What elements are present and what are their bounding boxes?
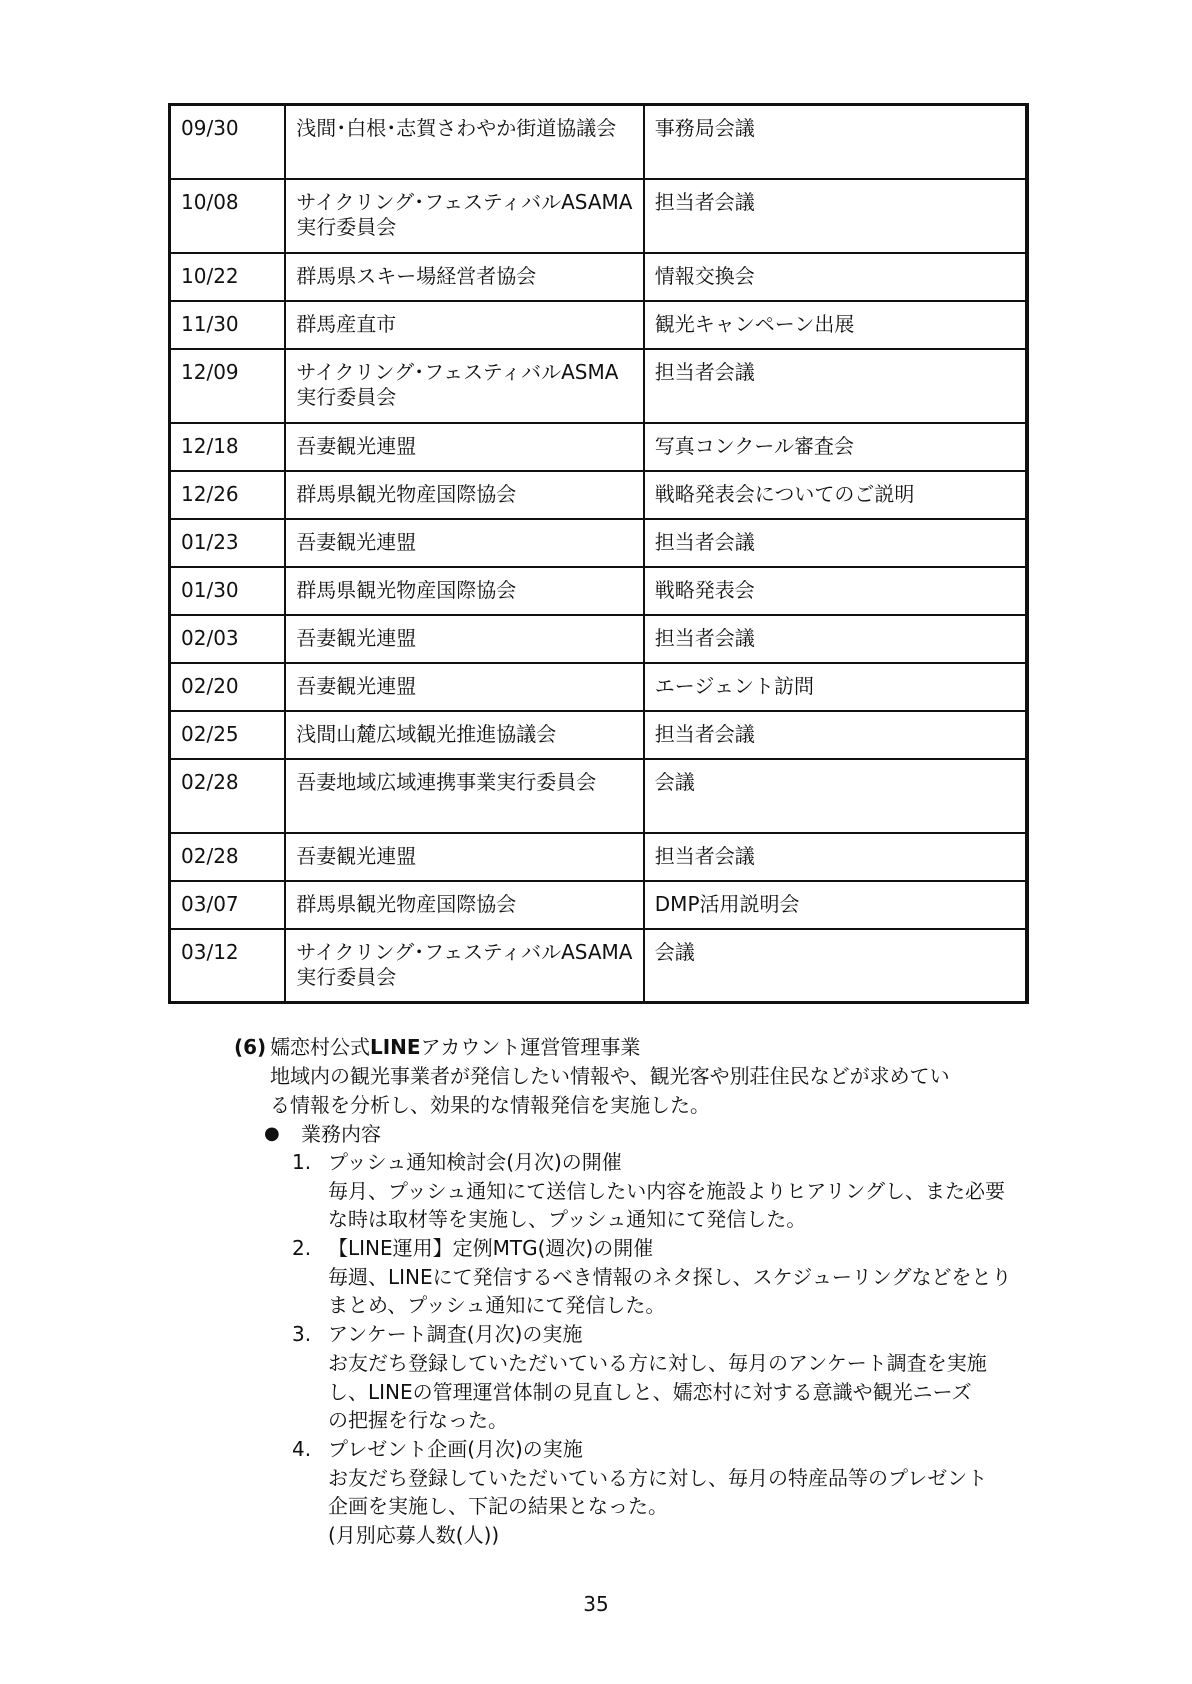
intro-line-1: 地域内の観光事業者が発信したい情報や、観光客や別荘住民などが求めてい xyxy=(270,1064,950,1088)
meeting-type-cell: 観光キャンペーン出展 xyxy=(644,301,1027,349)
organization-cell: 群馬県スキー場経営者協会 xyxy=(285,253,643,301)
organization-cell: 吾妻観光連盟 xyxy=(285,663,643,711)
organization-cell: 吾妻地域広域連携事業実行委員会 xyxy=(285,759,643,833)
item-line: お友だち登録していただいている方に対し、毎月のアンケート調査を実施 xyxy=(328,1351,987,1375)
section-title-bold: LINE xyxy=(370,1035,421,1059)
meeting-type-cell: 戦略発表会 xyxy=(644,567,1027,615)
meeting-type-cell: 担当者会議 xyxy=(644,349,1027,423)
organization-cell: 浅間山麓広域観光推進協議会 xyxy=(285,711,643,759)
date-cell: 10/22 xyxy=(170,253,286,301)
item-line: 企画を実施し、下記の結果となった。 xyxy=(328,1494,668,1518)
date-cell: 01/23 xyxy=(170,519,286,567)
meeting-type-cell: 担当者会議 xyxy=(644,711,1027,759)
meeting-type-cell: 担当者会議 xyxy=(644,519,1027,567)
item-line: 毎月、プッシュ通知にて送信したい内容を施設よりヒアリングし、また必要 xyxy=(328,1179,1005,1203)
section-title-prefix: 嬬恋村公式 xyxy=(270,1035,370,1059)
item-number: 4. xyxy=(292,1437,312,1461)
organization-cell: 群馬県観光物産国際協会 xyxy=(285,471,643,519)
table-row xyxy=(170,711,1028,759)
date-cell: 12/26 xyxy=(170,471,286,519)
meeting-type-cell: DMP活用説明会 xyxy=(644,881,1027,929)
meeting-type-cell: 会議 xyxy=(644,929,1027,1003)
item-line: の把握を行なった。 xyxy=(328,1408,508,1432)
table-row xyxy=(170,567,1028,615)
meeting-type-cell: 戦略発表会についてのご説明 xyxy=(644,471,1027,519)
date-cell: 02/28 xyxy=(170,759,286,833)
meeting-type-cell: 情報交換会 xyxy=(644,253,1027,301)
date-cell: 10/08 xyxy=(170,179,286,253)
organization-cell: 群馬産直市 xyxy=(285,301,643,349)
organization-cell: 吾妻観光連盟 xyxy=(285,423,643,471)
meeting-type-cell: 担当者会議 xyxy=(644,615,1027,663)
organization-cell: 吾妻観光連盟 xyxy=(285,615,643,663)
organization-cell: 群馬県観光物産国際協会 xyxy=(285,881,643,929)
table-row xyxy=(170,615,1028,663)
item-number: 2. xyxy=(292,1236,312,1260)
organization-cell: サイクリング･フェスティバルASMA実行委員会 xyxy=(285,349,643,423)
table-row xyxy=(170,105,1028,179)
meeting-type-cell: 担当者会議 xyxy=(644,833,1027,881)
date-cell: 03/07 xyxy=(170,881,286,929)
page-number: 35 xyxy=(583,1592,609,1616)
organization-cell: 群馬県観光物産国際協会 xyxy=(285,567,643,615)
item-line: な時は取材等を実施し、プッシュ通知にて発信した。 xyxy=(328,1207,807,1231)
date-cell: 02/20 xyxy=(170,663,286,711)
intro-line-2: る情報を分析し、効果的な情報発信を実施した。 xyxy=(270,1093,710,1117)
meetings-table xyxy=(168,103,1029,1004)
section-title-suffix: アカウント運営管理事業 xyxy=(420,1035,641,1059)
date-cell: 02/03 xyxy=(170,615,286,663)
item-line: まとめ、プッシュ通知にて発信した。 xyxy=(328,1293,666,1317)
item-title: アンケート調査(月次)の実施 xyxy=(328,1322,583,1346)
table-row xyxy=(170,253,1028,301)
date-cell: 01/30 xyxy=(170,567,286,615)
item-number: 1. xyxy=(292,1150,312,1174)
date-cell: 09/30 xyxy=(170,105,286,179)
organization-cell: 吾妻観光連盟 xyxy=(285,519,643,567)
item-line: (月別応募人数(人)) xyxy=(328,1523,500,1547)
table-body xyxy=(170,105,1028,1003)
date-cell: 12/18 xyxy=(170,423,286,471)
item-title: プレゼント企画(月次)の実施 xyxy=(328,1437,583,1461)
meeting-type-cell: 会議 xyxy=(644,759,1027,833)
table-row xyxy=(170,881,1028,929)
table-row xyxy=(170,929,1028,1003)
table-row xyxy=(170,471,1028,519)
bullet-icon: ● xyxy=(264,1123,280,1144)
meeting-type-cell: 写真コンクール審査会 xyxy=(644,423,1027,471)
item-line: し、LINEの管理運営体制の見直しと、嬬恋村に対する意識や観光ニーズ xyxy=(328,1380,972,1404)
organization-cell: 浅間･白根･志賀さわやか街道協議会 xyxy=(285,105,643,179)
date-cell: 11/30 xyxy=(170,301,286,349)
table-row xyxy=(170,833,1028,881)
organization-cell: サイクリング･フェスティバルASAMA実行委員会 xyxy=(285,179,643,253)
date-cell: 02/28 xyxy=(170,833,286,881)
meeting-type-cell: 事務局会議 xyxy=(644,105,1027,179)
item-number: 3. xyxy=(292,1322,312,1346)
bullet-label: 業務内容 xyxy=(301,1122,381,1146)
table-row xyxy=(170,301,1028,349)
item-line: 毎週、LINEにて発信するべき情報のネタ探し、スケジューリングなどをとり xyxy=(328,1265,1012,1289)
table-row xyxy=(170,759,1028,833)
organization-cell: 吾妻観光連盟 xyxy=(285,833,643,881)
date-cell: 12/09 xyxy=(170,349,286,423)
meeting-type-cell: 担当者会議 xyxy=(644,179,1027,253)
item-title: プッシュ通知検討会(月次)の開催 xyxy=(328,1150,622,1174)
date-cell: 02/25 xyxy=(170,711,286,759)
organization-cell: サイクリング･フェスティバルASAMA実行委員会 xyxy=(285,929,643,1003)
table-row xyxy=(170,423,1028,471)
table-row xyxy=(170,179,1028,253)
table-row xyxy=(170,663,1028,711)
section-number: (6) xyxy=(234,1035,267,1059)
section-title xyxy=(270,1033,640,1061)
date-cell: 03/12 xyxy=(170,929,286,1003)
item-title: 【LINE運用】定例MTG(週次)の開催 xyxy=(328,1236,654,1260)
item-line: お友だち登録していただいている方に対し、毎月の特産品等のプレゼント xyxy=(328,1466,988,1490)
meeting-type-cell: エージェント訪問 xyxy=(644,663,1027,711)
table-row xyxy=(170,519,1028,567)
table-row xyxy=(170,349,1028,423)
